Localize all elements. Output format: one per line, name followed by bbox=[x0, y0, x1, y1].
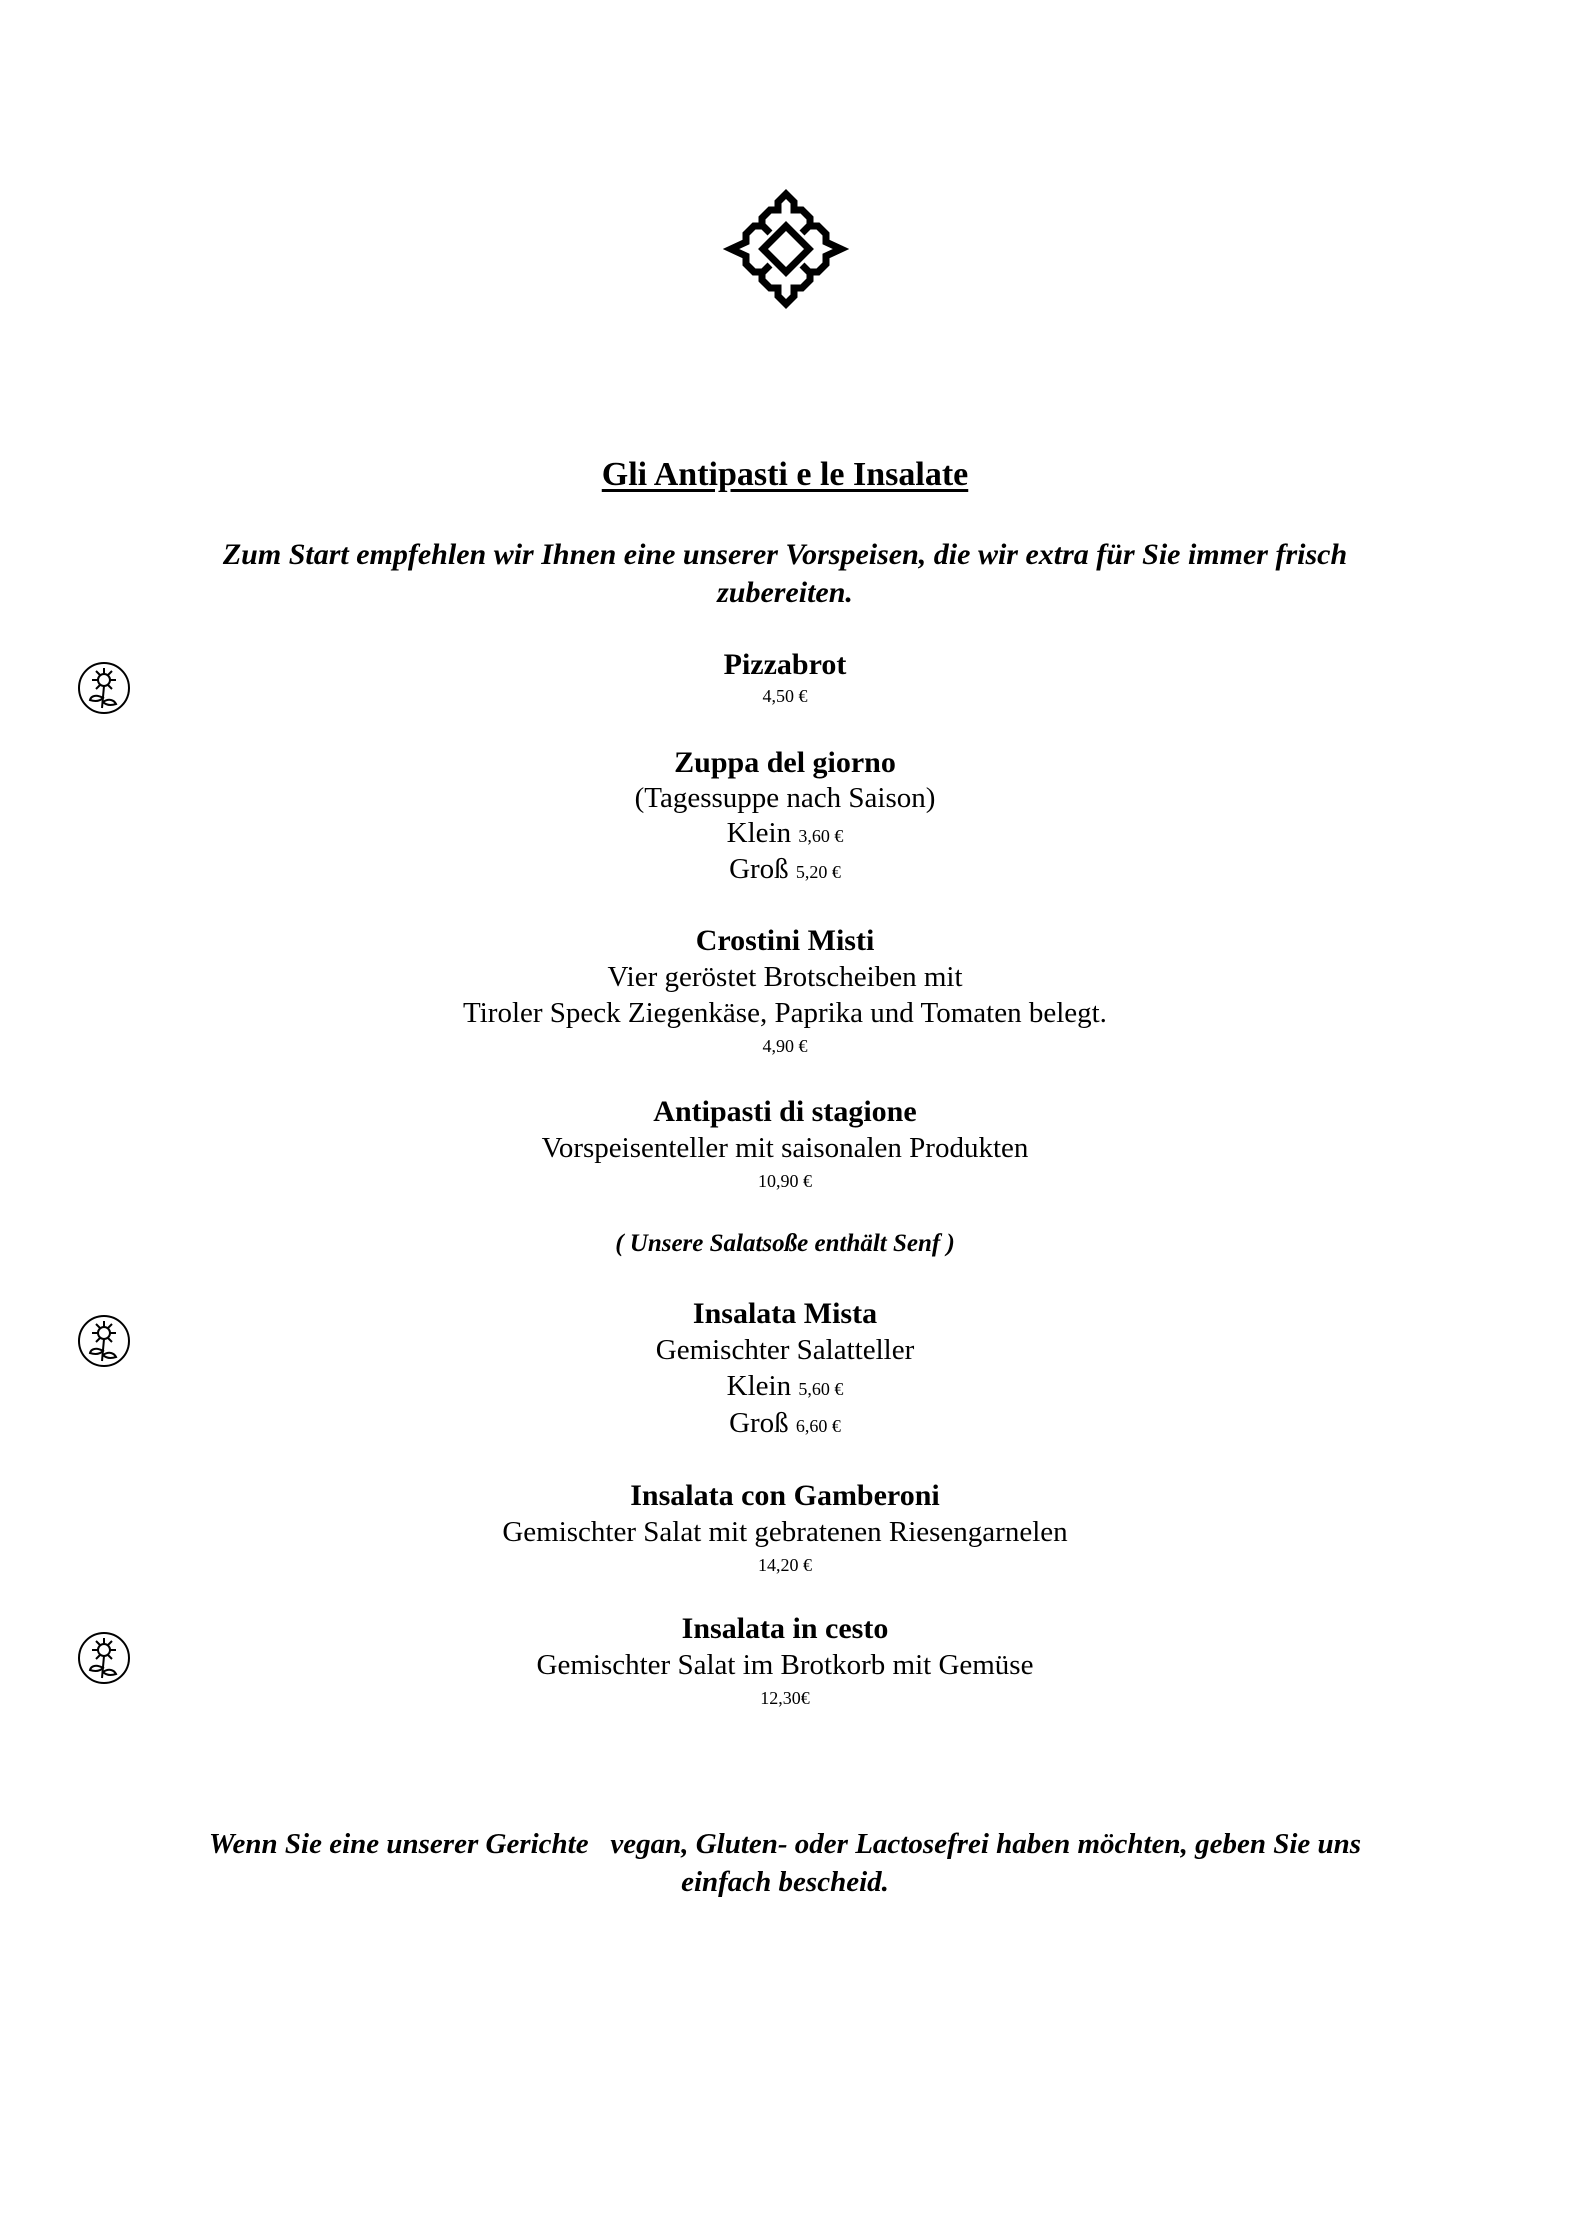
page-title: Gli Antipasti e le Insalate bbox=[601, 456, 969, 493]
dish-desc-crostini-1: Vier geröstet Brotscheiben mit bbox=[607, 961, 963, 993]
dish-name-crostini: Crostini Misti bbox=[695, 924, 875, 957]
dish-size-large-zuppa bbox=[0, 853, 1570, 886]
dish-name-antipasti: Antipasti di stagione bbox=[653, 1095, 917, 1128]
footer-line-1: Wenn Sie eine unserer Gerichte vegan, Gluten- oder Lactosefrei haben möchten, geben Sie uns bbox=[208, 1828, 1362, 1860]
dish-name-gamberoni: Insalata con Gamberoni bbox=[630, 1479, 940, 1512]
diamond-ornament-icon bbox=[723, 186, 849, 312]
dish-price-crostini: 4,90 € bbox=[762, 1036, 808, 1056]
dish-price-antipasti: 10,90 € bbox=[758, 1171, 812, 1191]
dish-desc-crostini-2: Tiroler Speck Ziegenkäse, Paprika und Tomaten belegt. bbox=[463, 997, 1107, 1029]
dish-desc-gamberoni: Gemischter Salat mit gebratenen Riesengarnelen bbox=[502, 1516, 1068, 1548]
size-price: 5,60 € bbox=[798, 1379, 844, 1399]
size-label: Klein bbox=[726, 1370, 792, 1402]
dish-price-gamberoni: 14,20 € bbox=[758, 1555, 812, 1575]
dietary-footer bbox=[0, 1825, 1570, 1901]
size-label: Groß bbox=[729, 1407, 789, 1439]
size-price: 3,60 € bbox=[798, 826, 844, 846]
dish-price-pizzabrot: 4,50 € bbox=[762, 686, 808, 706]
flower-icon bbox=[76, 660, 132, 716]
size-label: Klein bbox=[726, 817, 792, 849]
dish-size-large-mista bbox=[0, 1407, 1570, 1440]
footer-line-2: einfach bescheid. bbox=[681, 1866, 889, 1898]
size-price: 6,60 € bbox=[795, 1416, 841, 1436]
allergen-note: ( Unsere Salatsoße enthält Senf ) bbox=[615, 1230, 955, 1257]
dish-desc-zuppa: (Tagessuppe nach Saison) bbox=[634, 782, 936, 814]
size-label: Groß bbox=[729, 853, 789, 885]
dish-name-pizzabrot: Pizzabrot bbox=[723, 648, 847, 681]
dish-name-mista: Insalata Mista bbox=[692, 1297, 878, 1330]
size-price: 5,20 € bbox=[795, 862, 841, 882]
flower-icon bbox=[76, 1630, 132, 1686]
dish-size-small-zuppa bbox=[0, 817, 1570, 850]
intro-text bbox=[0, 536, 1570, 612]
intro-line-2: zubereiten. bbox=[717, 576, 853, 609]
intro-line-1: Zum Start empfehlen wir Ihnen eine unserer Vorspeisen, die wir extra für Sie immer frisch bbox=[222, 538, 1348, 571]
flower-icon bbox=[76, 1313, 132, 1369]
dish-desc-antipasti: Vorspeisenteller mit saisonalen Produkten bbox=[541, 1132, 1029, 1164]
dish-price-cesto: 12,30€ bbox=[760, 1688, 810, 1708]
dish-name-cesto: Insalata in cesto bbox=[681, 1612, 889, 1645]
dish-desc-cesto: Gemischter Salat im Brotkorb mit Gemüse bbox=[536, 1649, 1034, 1681]
dish-name-zuppa: Zuppa del giorno bbox=[674, 746, 896, 779]
dish-size-small-mista bbox=[0, 1370, 1570, 1403]
dish-desc-mista: Gemischter Salatteller bbox=[655, 1334, 915, 1366]
